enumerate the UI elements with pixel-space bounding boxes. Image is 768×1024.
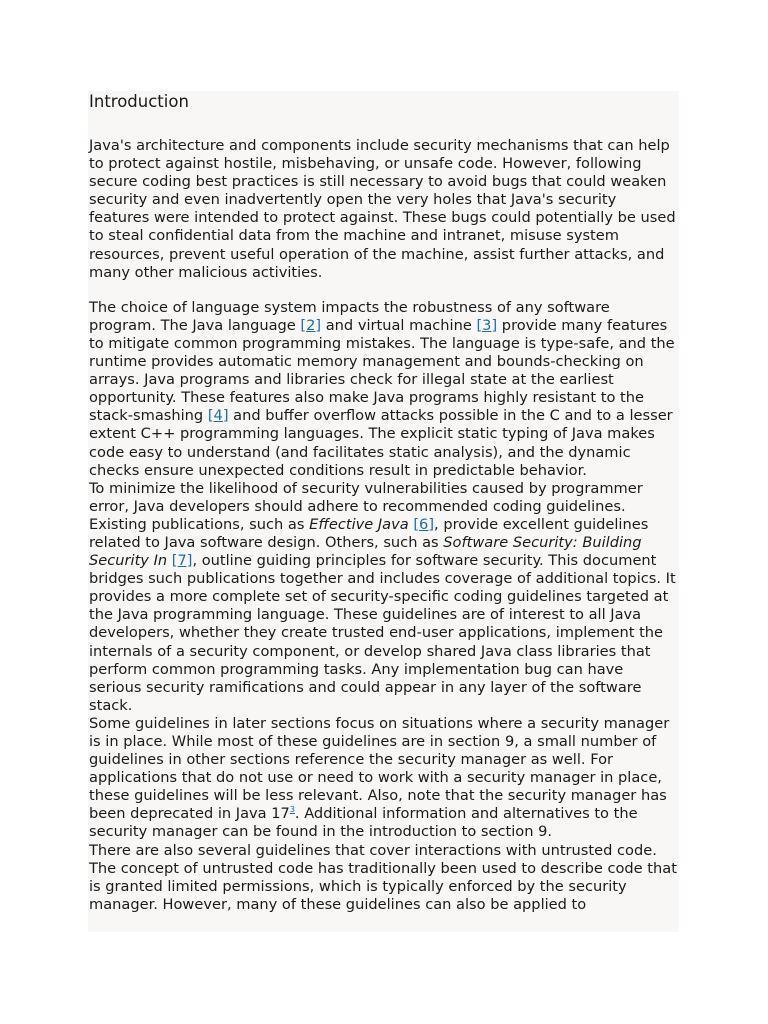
text-run: , provide excellent guidelines related to Java software design. Others, such as xyxy=(89,515,649,551)
text-run: provide many features to mitigate common programming mistakes. The language is type-safe, and the runtime provides automatic memory management and bounds-checking on arrays. Java programs and libraries check for illegal state at the earliest opportunity. These features also make Java programs highly resistant to the stack-smashing xyxy=(89,316,675,425)
reference-link-java-language[interactable]: [2] xyxy=(300,316,322,334)
section-heading: Introduction xyxy=(89,92,189,111)
language-robustness-paragraph xyxy=(89,299,679,480)
text-run: The choice of language system impacts the robustness of any software program. The Java language xyxy=(89,298,610,334)
text-run: . Additional information and alternatives to the security manager can be found in the introduction to section 9. xyxy=(89,805,638,841)
reference-link-software-security[interactable]: [7] xyxy=(171,552,193,570)
document-content xyxy=(88,91,679,914)
book-title-effective-java: Effective Java xyxy=(309,515,409,533)
document-page xyxy=(88,91,679,932)
text-run: , outline guiding principles for software security. This document bridges such publications together and includes coverage of additional topics. It provides a more complete set of security-specific coding guidelines targeted at the Java programming language. These guidelines are of interest to all Java developers, whether they create trusted end-user applications, implement the internals of a security component, or develop shared Java class libraries that perform common programming tasks. Any implementation bug can have serious security ramifications and could appear in any layer of the software stack. xyxy=(89,552,676,714)
text-run: Some guidelines in later sections focus on situations where a security manager is in place. While most of these guidelines are in section 9, a small number of guidelines in other sections reference the security manager as well. For applications that do not use or need to work with a security manager in place, these guidelines will be less relevant. Also, note that the security manager has been deprecated in Java 17 xyxy=(89,714,670,823)
guidelines-paragraph xyxy=(89,480,679,715)
text-run: To minimize the likelihood of security vulnerabilities caused by programmer error, Java developers should adhere to recommended coding guidelines. Existing publications, such as xyxy=(89,479,643,533)
reference-link-virtual-machine[interactable]: [3] xyxy=(476,316,498,334)
reference-link-effective-java[interactable]: [6] xyxy=(413,515,435,533)
text-run: and virtual machine xyxy=(321,316,477,334)
reference-link-stack-smashing[interactable]: [4] xyxy=(207,407,229,425)
footnote-link[interactable]: 3 xyxy=(289,805,295,815)
security-manager-paragraph xyxy=(89,715,679,842)
untrusted-code-paragraph: There are also several guidelines that cover interactions with untrusted code. The concept of untrusted code has traditionally been used to describe code that is granted limited permissions, which is typically enforced by the security manager. However, many of these guidelines can also be applied to xyxy=(89,841,677,913)
book-title-software-security: Software Security: Building Security In xyxy=(89,533,642,570)
intro-paragraph: Java's architecture and components include security mechanisms that can help to protect against hostile, misbehaving, or unsafe code. However, following secure coding best practices is still necessary to avoid bugs that could weaken security and even inadvertently open the very holes that Java's security features were intended to protect against. These bugs could potentially be used to steal confidential data from the machine and intranet, misuse system resources, prevent useful operation of the machine, assist further attacks, and many other malicious activities. xyxy=(89,137,676,281)
text-run: and buffer overflow attacks possible in the C and to a lesser extent C++ programming languages. The explicit static typing of Java makes code easy to understand (and facilitates static analysis), and the dynamic checks ensure unexpected conditions result in predictable behavior. xyxy=(89,407,673,479)
